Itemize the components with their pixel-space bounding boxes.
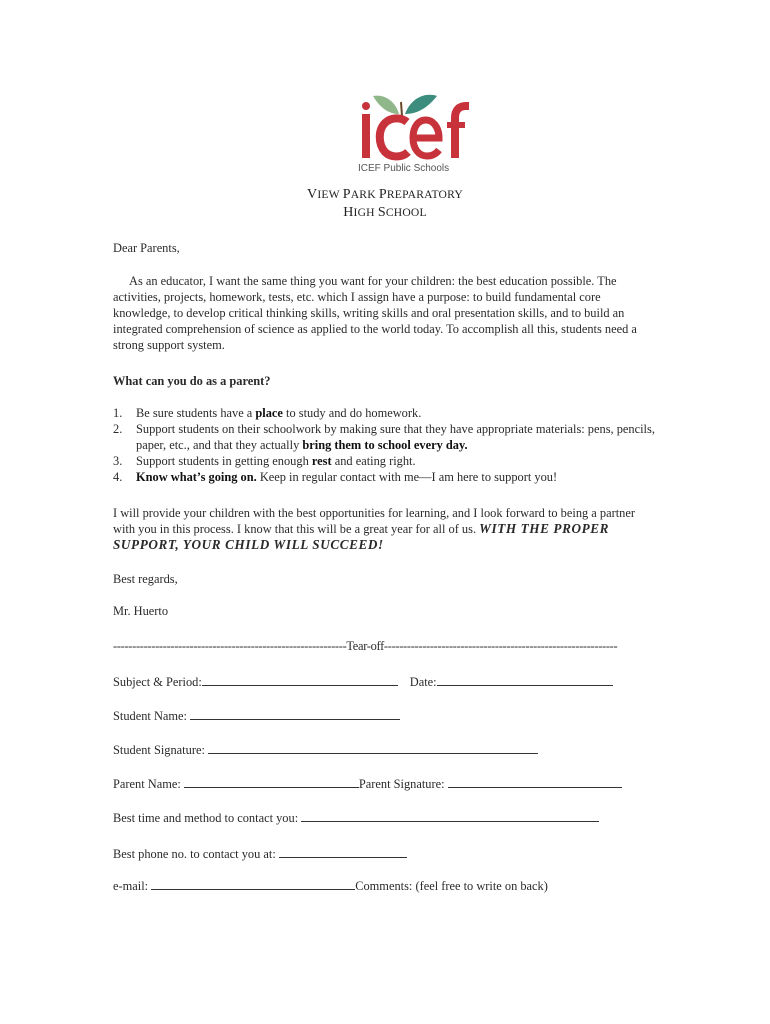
closing-paragraph-text: I will provide your children with the best opportunities for learning, and I look forward to being a partner with you in this process. I know that this will be a great year for all of us. [113, 506, 635, 536]
list-bold-text: rest [311, 454, 332, 468]
icef-logo [355, 92, 475, 182]
list-text: and eating right. [331, 454, 416, 468]
student-signature-field[interactable] [208, 741, 538, 754]
list-text: to study and do homework. [282, 406, 422, 420]
list-item [113, 421, 658, 453]
school-title-line2: HIGH SCHOOL [343, 205, 427, 220]
parent-name-label: Parent Name: [113, 777, 184, 791]
student-name-label: Student Name: [113, 709, 191, 723]
closing-regards: Best regards, [113, 572, 178, 586]
emphasis-text: WITH THE PROPER SUPPORT, YOUR CHILD WILL SUCCEED! [113, 521, 610, 552]
salutation: Dear Parents, [113, 241, 180, 255]
list-item [113, 453, 658, 469]
parent-signature-field[interactable] [448, 775, 622, 788]
date-field[interactable] [437, 673, 613, 686]
list-number: 2. [113, 422, 123, 436]
best-phone-field[interactable] [279, 845, 407, 858]
best-time-row [113, 809, 658, 826]
list-number: 3. [113, 454, 123, 468]
closing-paragraph [113, 505, 658, 553]
best-phone-row [113, 845, 658, 862]
best-time-label: Best time and method to contact you: [113, 811, 302, 825]
list-item [113, 469, 658, 485]
email-field[interactable] [151, 877, 355, 890]
signer-name: Mr. Huerto [113, 604, 169, 618]
list-text: Support students in getting enough [136, 454, 312, 468]
list-text: Keep in regular contact with me—I am here to support you! [256, 470, 558, 484]
subject-period-label: Subject & Period: [113, 675, 202, 689]
parent-tips-list [113, 405, 658, 485]
intro-paragraph [113, 273, 658, 353]
best-time-field[interactable] [301, 809, 599, 822]
parent-signature-label: Parent Signature: [358, 777, 448, 791]
comments-label: Comments: (feel free to write on back) [355, 879, 548, 893]
student-name-field[interactable] [190, 707, 400, 720]
list-item [113, 405, 658, 421]
subject-date-row [113, 673, 658, 690]
school-title-line1: VIEW PARK PREPARATORY [307, 187, 463, 202]
tear-off-divider: -------------------------------------------------------------Tear-off------------------------------------------------------------- [113, 639, 618, 653]
list-text: Be sure students have a [136, 406, 256, 420]
list-bold-text: bring them to school every day. [302, 438, 468, 452]
stem-icon [401, 102, 402, 116]
parent-question-heading: What can you do as a parent? [113, 374, 271, 388]
student-signature-label: Student Signature: [113, 743, 208, 757]
parent-name-field[interactable] [184, 775, 359, 788]
leaf-left-icon [373, 96, 399, 114]
list-text: Support students on their schoolwork by making sure that they have appropriate materials: pens, pencils, paper, etc., and that they actually [136, 422, 655, 452]
student-name-row [113, 707, 658, 724]
email-label: e-mail: [113, 879, 152, 893]
icef-logo-mark [355, 92, 475, 164]
logo-caption: ICEF Public Schools [358, 163, 450, 174]
student-signature-row [113, 741, 658, 758]
email-comments-row [113, 877, 658, 894]
leaf-right-icon [405, 95, 437, 114]
best-phone-label: Best phone no. to contact you at: [113, 847, 279, 861]
list-number: 4. [113, 470, 123, 484]
parent-row [113, 775, 658, 792]
intro-paragraph-text: As an educator, I want the same thing you want for your children: the best education possible. The activities, projects, homework, tests, etc. which I assign have a purpose: to build fundamental core knowledge, to develop critical thinking skills, writing skills and oral presentation skills, and to build an integrated comprehension of science as applied to the world today. To accomplish all this, students need a strong support system. [113, 274, 637, 352]
date-label: Date: [409, 675, 437, 689]
list-number: 1. [113, 406, 123, 420]
list-bold-text: Know what’s going on. [136, 470, 257, 484]
list-bold-text: place [255, 406, 283, 420]
subject-period-field[interactable] [202, 673, 398, 686]
